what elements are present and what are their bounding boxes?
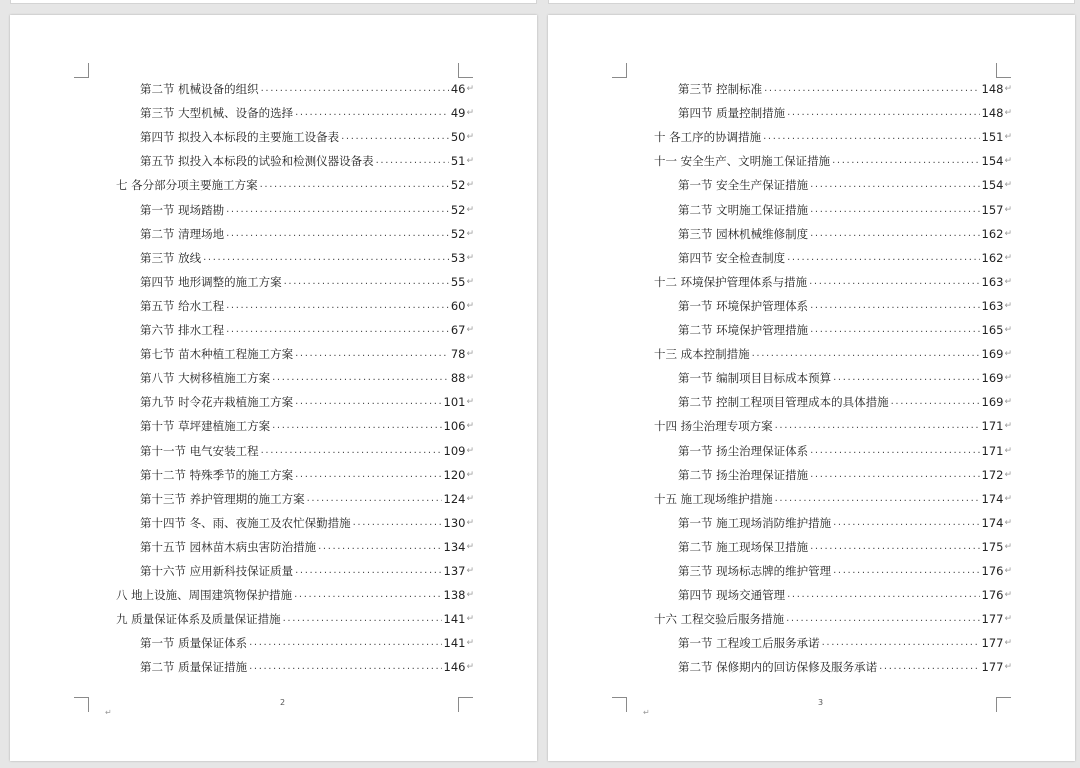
toc-entry[interactable] [678,632,1012,654]
toc-entry-page: 52 [450,202,466,217]
toc-entry[interactable] [140,560,474,582]
toc-leader-dots [822,632,980,654]
toc-entry-title: 第四节 现场交通管理 [678,588,786,603]
paragraph-mark: ↵ [1004,469,1012,480]
toc-entry-page: 130 [443,515,466,530]
toc-entry-page: 134 [443,539,466,554]
toc-leader-dots [833,367,979,389]
toc-entry[interactable] [654,343,1012,365]
paragraph-mark: ↵ [643,708,650,717]
toc-entry-page: 171 [981,419,1004,434]
paragraph-mark: ↵ [466,252,474,263]
paragraph-mark: ↵ [466,373,474,384]
paragraph-mark: ↵ [466,276,474,287]
toc-entry-page: 151 [981,130,1004,145]
toc-entry-title: 九 质量保证体系及质量保证措施 [116,612,281,627]
paragraph-mark: ↵ [1004,517,1012,528]
toc-entry-page: 176 [981,588,1004,603]
toc-entry-page: 101 [443,395,466,410]
toc-entry-title: 第二节 扬尘治理保证措施 [678,467,809,482]
toc-entry-page: 50 [450,130,466,145]
toc-entry[interactable] [140,632,474,654]
toc-leader-dots [376,150,449,172]
toc-entry-page: 162 [981,250,1004,265]
toc-entry-page: 165 [981,323,1004,337]
toc-entry[interactable] [654,415,1012,437]
toc-entry-page: 141 [443,612,466,627]
toc-entry[interactable] [140,271,474,293]
margin-corner-top-left [612,63,627,78]
toc-entry-title: 第四节 地形调整的施工方案 [140,274,282,289]
toc-leader-dots [295,102,449,124]
toc-entry-page: 169 [981,395,1004,410]
toc-entry[interactable] [140,102,474,124]
toc-entry-title: 第五节 给水工程 [140,298,225,313]
toc-entry-title: 第五节 拟投入本标段的试验和检测仪器设备表 [140,154,374,169]
toc-leader-dots [226,319,449,341]
toc-leader-dots [810,536,979,558]
toc-leader-dots [809,271,979,293]
paragraph-mark: ↵ [1004,493,1012,504]
paragraph-mark: ↵ [466,566,474,576]
toc-leader-dots [764,78,979,100]
toc-entry-page: 163 [981,298,1004,313]
toc-entry-title: 第三节 放线 [140,250,202,265]
toc-leader-dots [260,174,449,196]
paragraph-mark: ↵ [466,349,474,360]
toc-entry-page: 175 [981,539,1004,554]
paragraph-mark: ↵ [466,180,474,191]
toc-entry-page: 163 [981,274,1004,289]
toc-entry-page: 146 [443,660,466,675]
toc-entry[interactable] [140,223,474,245]
toc-leader-dots [226,223,449,245]
paragraph-mark: ↵ [1004,300,1012,311]
toc-entry-title: 第一节 施工现场消防维护措施 [678,515,832,530]
toc-leader-dots [295,343,449,365]
toc-leader-dots [752,343,980,365]
toc-entry-title: 第一节 安全生产保证措施 [678,178,809,193]
toc-entry[interactable] [140,415,474,437]
paragraph-mark: ↵ [1004,614,1012,625]
toc-entry[interactable] [140,367,474,389]
toc-leader-dots [272,415,441,437]
toc-entry-title: 第四节 安全检查制度 [678,250,786,265]
margin-corner-bottom-right [996,697,1011,712]
paragraph-mark: ↵ [1004,252,1012,263]
toc-entry[interactable] [678,367,1012,389]
toc-entry-title: 十 各工序的协调措施 [654,130,762,145]
toc-entry-page: 141 [443,636,466,651]
toc-entry[interactable] [140,150,474,172]
toc-leader-dots [295,560,441,582]
toc-entry-title: 十五 施工现场维护措施 [654,491,773,506]
toc-entry[interactable] [678,199,1012,221]
toc-entry[interactable] [678,440,1012,462]
toc-leader-dots [226,295,449,317]
toc-entry-title: 七 各分部分项主要施工方案 [116,178,258,193]
paragraph-mark: ↵ [1004,541,1012,552]
paragraph-mark: ↵ [466,662,474,673]
toc-entry-title: 第二节 控制工程项目管理成本的具体措施 [678,395,889,410]
toc-entry-title: 第九节 时令花卉栽植施工方案 [140,395,294,410]
paragraph-mark: ↵ [466,84,474,94]
toc-entry[interactable] [116,584,474,606]
margin-corner-top-right [996,63,1011,78]
toc-entry-title: 第三节 控制标准 [678,82,763,96]
paragraph-mark: ↵ [466,228,474,239]
paragraph-mark: ↵ [466,325,474,335]
paragraph-mark: ↵ [466,397,474,408]
toc-entry[interactable] [654,126,1012,148]
toc-leader-dots [810,440,979,462]
margin-corner-top-left [74,63,89,78]
toc-entry-title: 第十三节 养护管理期的施工方案 [140,491,305,506]
toc-entry[interactable] [678,319,1012,341]
toc-leader-dots [787,247,979,269]
paragraph-mark: ↵ [1004,638,1012,649]
paragraph-mark: ↵ [1004,204,1012,215]
toc-entry[interactable] [678,464,1012,486]
previous-page-strip-right [548,0,1075,4]
toc-entry-page: 52 [450,226,466,241]
toc-leader-dots [833,512,979,534]
toc-entry-page: 106 [443,419,466,434]
toc-entry-page: 148 [981,106,1004,121]
toc-leader-dots [786,608,979,630]
toc-entry[interactable] [140,440,474,462]
paragraph-mark: ↵ [466,493,474,504]
toc-leader-dots [787,102,979,124]
paragraph-mark: ↵ [1004,590,1012,601]
toc-entry-title: 第一节 质量保证体系 [140,636,248,651]
toc-entry[interactable] [140,78,474,100]
toc-entry-title: 第二节 机械设备的组织 [140,82,259,96]
paragraph-mark: ↵ [466,517,474,528]
toc-entry[interactable] [140,199,474,221]
toc-entry-title: 第十节 草坪建植施工方案 [140,419,271,434]
toc-entry-title: 第四节 拟投入本标段的主要施工设备表 [140,130,340,145]
paragraph-mark: ↵ [1004,228,1012,239]
toc-entry-page: 154 [981,178,1004,193]
toc-entry-title: 第三节 大型机械、设备的选择 [140,106,294,121]
toc-entry[interactable] [140,656,474,678]
toc-entry[interactable] [654,150,1012,172]
toc-entry[interactable] [678,656,1012,678]
toc-entry[interactable] [140,464,474,486]
toc-leader-dots [261,78,449,100]
toc-leader-dots [833,560,979,582]
toc-entry-page: 52 [450,178,466,193]
toc-entry-title: 十三 成本控制措施 [654,347,750,362]
toc-leader-dots [810,319,979,341]
toc-entry-page: 88 [450,371,466,386]
toc-entry-page: 174 [981,491,1004,506]
margin-corner-bottom-left [74,697,89,712]
toc-leader-dots [763,126,979,148]
toc-entry-page: 174 [981,515,1004,530]
toc-leader-dots [810,199,979,221]
toc-entry-title: 第十五节 园林苗木病虫害防治措施 [140,539,317,554]
paragraph-mark: ↵ [466,108,474,119]
toc-entry-page: 120 [443,467,466,482]
paragraph-mark: ↵ [466,590,474,601]
toc-entry-title: 第三节 现场标志牌的维护管理 [678,564,832,578]
toc-entry-title: 第十四节 冬、雨、夜施工及农忙保勤措施 [140,515,351,530]
paragraph-mark: ↵ [466,156,474,167]
toc-leader-dots [261,440,442,462]
toc-leader-dots [295,391,441,413]
toc-entry-page: 171 [981,443,1004,458]
toc-entry[interactable] [678,78,1012,100]
paragraph-mark: ↵ [1004,566,1012,576]
toc-entry[interactable] [678,295,1012,317]
toc-entry-page: 177 [981,660,1004,675]
toc-leader-dots [295,464,441,486]
paragraph-mark: ↵ [466,614,474,625]
toc-entry-page: 137 [443,564,466,578]
paragraph-mark: ↵ [1004,276,1012,287]
toc-entry-title: 第一节 扬尘治理保证体系 [678,443,809,458]
toc-entry-title: 第二节 保修期内的回访保修及服务承诺 [678,660,878,675]
toc-entry-page: 124 [443,491,466,506]
toc-leader-dots [810,174,979,196]
paragraph-mark: ↵ [1004,84,1012,94]
toc-entry[interactable] [678,560,1012,582]
paragraph-mark: ↵ [466,300,474,311]
toc-entry-title: 第二节 文明施工保证措施 [678,202,809,217]
toc-leader-dots [294,584,441,606]
toc-leader-dots [832,150,979,172]
toc-entry-page: 78 [450,347,466,362]
paragraph-mark: ↵ [466,445,474,456]
paragraph-mark: ↵ [466,204,474,215]
toc-entry-title: 第三节 园林机械维修制度 [678,226,809,241]
toc-entry[interactable] [140,343,474,365]
toc-leader-dots [226,199,449,221]
toc-entry[interactable] [140,391,474,413]
toc-entry[interactable] [678,174,1012,196]
toc-entry-title: 第四节 质量控制措施 [678,106,786,121]
toc-entry-title: 第二节 环境保护管理措施 [678,323,809,337]
previous-page-strip-left [10,0,537,4]
toc-entry-page: 169 [981,347,1004,362]
paragraph-mark: ↵ [1004,373,1012,384]
toc-entry[interactable] [654,488,1012,510]
toc-entry-title: 第六节 排水工程 [140,323,225,337]
toc-entry-page: 177 [981,636,1004,651]
toc-entry-page: 169 [981,371,1004,386]
paragraph-mark: ↵ [1004,325,1012,335]
document-page-3[interactable] [548,15,1075,761]
toc-entry-title: 八 地上设施、周围建筑物保护措施 [116,588,293,603]
toc-leader-dots [203,247,449,269]
toc-entry-page: 49 [450,106,466,121]
toc-entry-page: 154 [981,154,1004,169]
toc-leader-dots [891,391,980,413]
paragraph-mark: ↵ [1004,662,1012,673]
paragraph-mark: ↵ [1004,421,1012,432]
page-number: 3 [818,698,824,707]
toc-leader-dots [249,656,441,678]
toc-entry[interactable] [140,536,474,558]
toc-entry-page: 148 [981,82,1004,96]
paragraph-mark: ↵ [466,638,474,649]
toc-entry[interactable] [140,488,474,510]
toc-entry-page: 138 [443,588,466,603]
toc-leader-dots [810,295,979,317]
toc-leader-dots [787,584,979,606]
paragraph-mark: ↵ [1004,397,1012,408]
toc-entry-page: 46 [450,82,466,96]
toc-leader-dots [353,512,442,534]
toc-entry[interactable] [654,271,1012,293]
toc-entry-page: 53 [450,250,466,265]
paragraph-mark: ↵ [1004,108,1012,119]
paragraph-mark: ↵ [466,421,474,432]
toc-entry-title: 第十二节 特殊季节的施工方案 [140,467,294,482]
paragraph-mark: ↵ [1004,349,1012,360]
toc-entry-title: 第二节 施工现场保卫措施 [678,539,809,554]
toc-leader-dots [810,464,979,486]
toc-entry-page: 67 [450,323,466,337]
toc-entry-page: 162 [981,226,1004,241]
toc-entry-title: 第一节 工程竣工后服务承诺 [678,636,820,651]
toc-entry[interactable] [654,608,1012,630]
toc-entry-title: 第一节 环境保护管理体系 [678,298,809,313]
toc-entry-page: 176 [981,564,1004,578]
toc-entry-page: 157 [981,202,1004,217]
paragraph-mark: ↵ [1004,180,1012,191]
toc-entry-title: 十六 工程交验后服务措施 [654,612,785,627]
toc-leader-dots [272,367,449,389]
toc-entry-page: 172 [981,467,1004,482]
toc-entry[interactable] [140,295,474,317]
paragraph-mark: ↵ [1004,445,1012,456]
page-number: 2 [280,698,286,707]
toc-leader-dots [775,415,980,437]
toc-entry-page: 51 [450,154,466,169]
toc-entry-title: 十四 扬尘治理专项方案 [654,419,773,434]
toc-entry-page: 55 [450,274,466,289]
paragraph-mark: ↵ [105,708,112,717]
toc-leader-dots [284,271,449,293]
margin-corner-bottom-right [458,697,473,712]
toc-entry-title: 十二 环境保护管理体系与措施 [654,274,808,289]
paragraph-mark: ↵ [1004,132,1012,143]
paragraph-mark: ↵ [466,541,474,552]
toc-entry-title: 第二节 清理场地 [140,226,225,241]
toc-entry-title: 第十六节 应用新科技保证质量 [140,564,294,578]
toc-entry[interactable] [140,512,474,534]
toc-entry-title: 第一节 编制项目目标成本预算 [678,371,832,386]
paragraph-mark: ↵ [466,132,474,143]
toc-entry[interactable] [116,174,474,196]
toc-leader-dots [879,656,979,678]
toc-entry[interactable] [678,223,1012,245]
margin-corner-bottom-left [612,697,627,712]
toc-entry[interactable] [140,247,474,269]
toc-entry-title: 第十一节 电气安装工程 [140,443,259,458]
toc-entry-title: 第七节 苗木种植工程施工方案 [140,347,294,362]
paragraph-mark: ↵ [1004,156,1012,167]
toc-entry[interactable] [140,126,474,148]
toc-leader-dots [307,488,442,510]
toc-entry[interactable] [678,536,1012,558]
toc-entry-page: 109 [443,443,466,458]
toc-entry-title: 第二节 质量保证措施 [140,660,248,675]
margin-corner-top-right [458,63,473,78]
toc-entry[interactable] [678,584,1012,606]
toc-entry[interactable] [678,391,1012,413]
toc-entry-title: 第一节 现场踏勘 [140,202,225,217]
toc-entry[interactable] [678,102,1012,124]
toc-entry[interactable] [116,608,474,630]
toc-entry[interactable] [140,319,474,341]
toc-entry[interactable] [678,512,1012,534]
toc-leader-dots [341,126,449,148]
toc-entry-title: 十一 安全生产、文明施工保证措施 [654,154,831,169]
toc-leader-dots [283,608,442,630]
toc-leader-dots [318,536,441,558]
document-page-2[interactable] [10,15,537,761]
toc-entry-page: 177 [981,612,1004,627]
toc-entry[interactable] [678,247,1012,269]
toc-leader-dots [775,488,980,510]
toc-leader-dots [810,223,979,245]
toc-entry-title: 第八节 大树移植施工方案 [140,371,271,386]
toc-entry-page: 60 [450,298,466,313]
paragraph-mark: ↵ [466,469,474,480]
toc-leader-dots [249,632,441,654]
